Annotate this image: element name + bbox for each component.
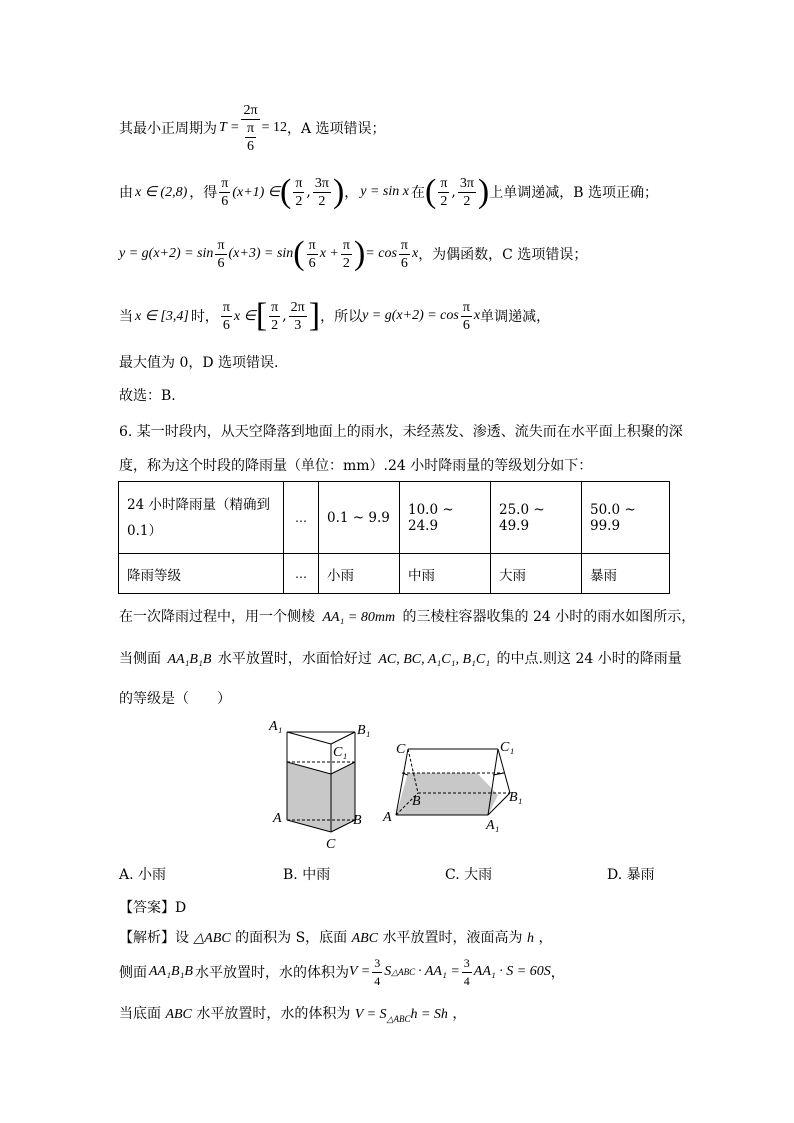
prism-figure-lying: [380, 735, 530, 835]
table-row: [119, 554, 670, 594]
math: = cos: [365, 246, 397, 261]
math: x ∈ [3,4]: [135, 308, 189, 324]
table-cell: 降雨等级: [119, 554, 284, 594]
math: = 12: [261, 120, 287, 135]
paren-open: (: [293, 235, 305, 272]
text: 单调递减，: [480, 309, 551, 325]
option-d: D. 暴雨: [607, 867, 655, 883]
problem-line-2: 当侧面 AA₁B₁B 水平放置时，水面恰好过 AC, BC, A₁C₁, B₁C₁ 的中点.则这 24 小时的降雨量: [119, 651, 682, 667]
problem-line-1: 在一次降雨过程中，用一个侧棱 AA₁ = 80mm 的三棱柱容器收集的 24 小时的雨水如图所示，: [119, 609, 696, 625]
math: x ∈: [233, 308, 256, 324]
text: ，为偶函数，C 选项错误；: [418, 247, 588, 263]
label-C1: C₁: [500, 740, 515, 755]
label-C: C: [396, 742, 406, 757]
math: (x+3) = sin: [228, 246, 294, 261]
label-A: A: [273, 811, 282, 826]
label-A: A: [383, 810, 392, 825]
table-cell: …: [284, 554, 319, 594]
line-choice: 故选：B.: [119, 388, 176, 404]
label-A1: A₁: [486, 818, 500, 833]
label-A1: A₁: [269, 719, 283, 734]
text: ，: [344, 185, 359, 201]
line-decreasing: 当 x ∈ [3,4] 时， $\frac{\pi}{6}$ x ∈ [ $\frac{\pi}{2}$ , $\frac{2\pi}{3}$ ] ，所以 y = g(x+2) = cos $\frac{\pi}{6}$ x 单调递减，: [119, 297, 551, 334]
rainfall-grade-table: [118, 481, 670, 594]
fraction: $\frac{\pi}{6}$: [246, 120, 255, 154]
option-a: A. 小雨: [119, 867, 167, 883]
math: y = g(x+2) = sin: [119, 246, 214, 261]
fraction: $\frac{\pi}{2}$: [440, 175, 448, 209]
fraction: $\frac{\pi}{6}$: [221, 175, 229, 209]
text: 由: [119, 185, 133, 201]
line-interval: 由 x ∈ (2,8) ，得 $\frac{\pi}{6}$ (x+1) ∈ ( $\frac{\pi}{2}$ , $\frac{3\pi}{2}$ ) ， y = sin x 在 ( $\frac{\pi}{2}$ , $\frac{3\pi}{2}$ ) 上单调递减，B 选项正确；: [119, 173, 658, 210]
text: ，得: [189, 185, 218, 201]
table-cell: 大雨: [491, 554, 582, 594]
fraction: $\frac{3\pi}{2}$: [314, 175, 329, 209]
answer-line: 【答案】D: [119, 900, 187, 916]
fraction: $\frac{\pi}{6}$: [222, 299, 230, 333]
table-cell: 0.1 ~ 9.9: [319, 482, 400, 554]
table-cell: 24 小时降雨量（精确到 0.1）: [119, 482, 284, 554]
option-b: B. 中雨: [283, 867, 331, 883]
table-row: [119, 482, 670, 554]
fraction: $\frac{2\pi}{\frac{\pi}{6}}$: [243, 102, 258, 154]
line-even-function: [119, 232, 587, 276]
fraction: $\frac{\pi}{6}$: [217, 237, 225, 271]
label-B1: B₁: [509, 790, 523, 805]
fraction: $\frac{\pi}{2}$: [342, 237, 350, 271]
fraction: $\frac{\pi}{2}$: [295, 175, 303, 209]
table-cell: 10.0 ~ 24.9: [400, 482, 491, 554]
math: x: [411, 246, 419, 261]
fraction: $\frac{3\pi}{2}$: [459, 175, 474, 209]
text: 当: [119, 309, 133, 325]
paren-open: (: [280, 173, 292, 210]
table-cell: 中雨: [400, 554, 491, 594]
text: ，A 选项错误；: [286, 121, 386, 137]
label-B1: B₁: [357, 723, 371, 738]
fraction: $\frac{\pi}{6}$: [462, 299, 470, 333]
math: T =: [219, 120, 240, 135]
paren-open: (: [424, 173, 437, 210]
text: 在: [410, 185, 425, 201]
line-max-value: 最大值为 0，D 选项错误.: [119, 355, 279, 371]
math: x +: [319, 246, 339, 261]
paren-close: ): [332, 173, 345, 210]
table-cell: 暴雨: [582, 554, 670, 594]
option-c: C. 大雨: [445, 867, 493, 883]
fraction: $\frac{\pi}{6}$: [400, 237, 408, 271]
text: 上单调递减，B 选项正确；: [489, 185, 658, 201]
text: 时，: [190, 309, 219, 325]
explanation-line-2: 侧面 AA₁B₁B 水平放置时，水的体积为 V = $\frac{3}{4}$ S △ABC · AA₁ = $\frac{3}{4}$ AA₁ · S = 60S ，: [119, 955, 565, 988]
label-B: B: [353, 813, 362, 828]
fraction: $\frac{3}{4}$: [463, 955, 470, 988]
question-6-line-2: 度，称为这个时段的降雨量（单位：mm）.24 小时降雨量的等级划分如下：: [119, 458, 593, 474]
math: y = g(x+2) = cos: [362, 308, 459, 323]
question-6-line-1: 6. 某一时段内，从天空降落到地面上的雨水，未经蒸发、渗透、流失而在水平面上积聚的深: [119, 424, 683, 440]
text: 其最小正周期为: [119, 121, 217, 137]
math: y = sin x: [360, 184, 409, 199]
math: x ∈ (2,8): [135, 184, 188, 200]
fraction: $\frac{\pi}{6}$: [308, 237, 316, 271]
bracket-close: ]: [308, 297, 321, 334]
paren-close: ): [353, 235, 366, 272]
bracket-open: [: [255, 297, 268, 334]
table-cell: 25.0 ~ 49.9: [491, 482, 582, 554]
math: x: [473, 308, 481, 323]
label-C: C: [326, 837, 336, 852]
explanation-line-1: 【解析】设 △ABC 的面积为 S，底面 ABC 水平放置时，液面高为 h ，: [119, 930, 553, 946]
fraction: $\frac{3}{4}$: [374, 955, 381, 988]
math: (x+1) ∈: [232, 184, 280, 200]
table-cell: 50.0 ~ 99.9: [582, 482, 670, 554]
line-period: [119, 100, 386, 156]
fraction: $\frac{\pi}{2}$: [271, 299, 279, 333]
paren-close: ): [477, 173, 490, 210]
problem-line-3: 的等级是（ ）: [119, 691, 231, 707]
label-B: B: [412, 794, 421, 809]
prism-figure-upright: [265, 712, 380, 852]
table-cell: 小雨: [319, 554, 400, 594]
text: ，所以: [320, 309, 363, 325]
explanation-line-3: 当底面 ABC 水平放置时，水的体积为 $V = S_{\triangle ABC}h = Sh$ ，: [119, 1006, 467, 1024]
fraction: $\frac{2\pi}{3}$: [290, 299, 305, 333]
table-cell: …: [284, 482, 319, 554]
label-C1: C₁: [333, 745, 348, 760]
